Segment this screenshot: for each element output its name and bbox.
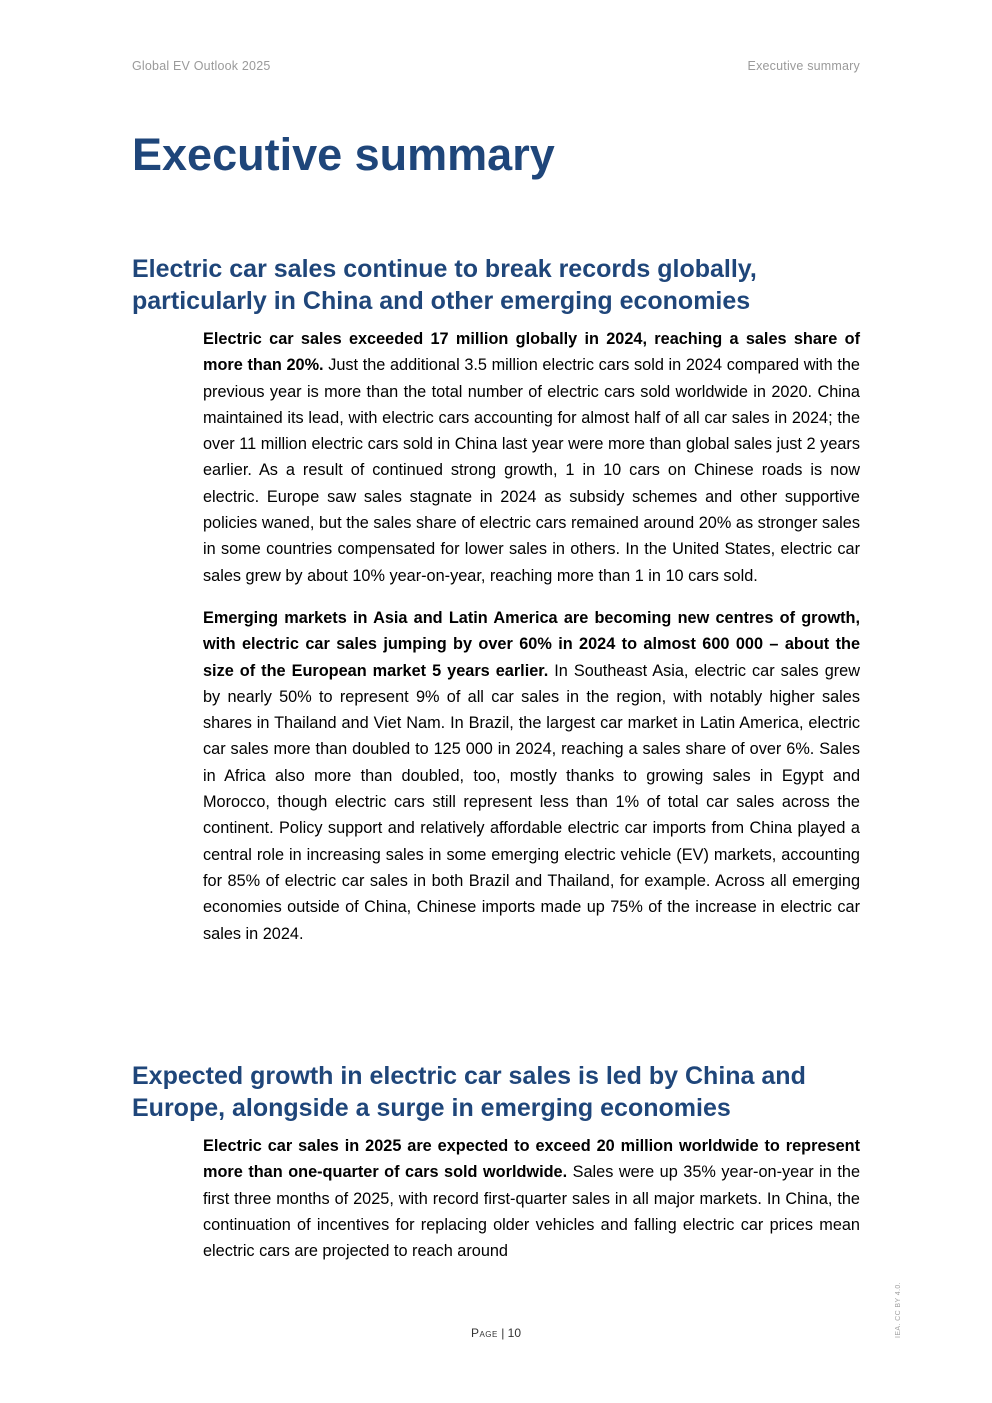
paragraph-text: In Southeast Asia, electric car sales grew by nearly 50% to represent 9% of all car sales in the region, with notably higher sales shares in Thailand and Viet Nam. In Brazil, the largest car market in Latin America, electric car sales more than doubled to 125 000 in 2024, reaching a sales share of over 6%. Sales in Africa also more than doubled, too, mostly thanks to growing sales in Egypt and Morocco, though electric cars still represent less than 1% of total car sales across the continent. Policy support and relatively affordable electric car imports from China played a central role in increasing sales in some emerging electric vehicle (EV) markets, accounting for 85% of electric car sales in both Brazil and Thailand, for example. Across all emerging economies outside of China, Chinese imports made up 75% of the increase in electric car sales in 2024. [203,661,860,943]
report-title: Global EV Outlook 2025 [132,59,271,73]
license-notice: IEA. CC BY 4.0. [895,1281,902,1338]
paragraph-emerging-markets [203,605,860,947]
page-label: Page [470,1326,498,1340]
section-heading-records: Electric car sales continue to break records globally, particularly in China and other emerging economies [132,255,757,315]
paragraph-text: Sales were up 35% year-on-year in the first three months of 2025, with record first-quarter sales in all major markets. In China, the continuation of incentives for replacing older vehicles and falling electric car prices mean electric cars are projected to reach around [203,1163,860,1261]
paragraph-text: Just the additional 3.5 million electric cars sold in 2024 compared with the previous year is more than the total number of electric cars sold worldwide in 2020. China maintained its lead, with electric cars accounting for almost half of all car sales in 2024; the over 11 million electric cars sold in China last year were more than global sales just 2 years earlier. As a result of continued strong growth, 1 in 10 cars on Chinese roads is now electric. Europe saw sales stagnate in 2024 as subsidy schemes and other supportive policies waned, but the sales share of electric cars remained around 20% as stronger sales in some countries compensated for lower sales in others. In the United States, electric car sales grew by about 10% year-on-year, reaching more than 1 in 10 cars sold. [203,356,860,585]
section-body-records [203,326,860,947]
section-body-expected-growth [203,1133,860,1266]
section-heading-expected-growth: Expected growth in electric car sales is led by China and Europe, alongside a surge in emerging economies [132,1062,806,1122]
page-footer [0,1326,992,1340]
paragraph-lead: Electric car sales exceeded 17 million globally in 2024, reaching a sales share of more than 20%. [203,330,860,375]
running-header [132,59,860,75]
paragraph-global-sales [203,326,860,589]
paragraph-lead: Electric car sales in 2025 are expected to exceed 20 million worldwide to represent more than one-quarter of cars sold worldwide. [203,1137,860,1182]
paragraph-lead: Emerging markets in Asia and Latin America are becoming new centres of growth, with electric car sales jumping by over 60% in 2024 to almost 600 000 – about the size of the European market 5 years earlier. [203,608,860,680]
page-number: 10 [507,1326,522,1340]
paragraph-2025-outlook [203,1133,860,1264]
chapter-name: Executive summary [747,59,860,73]
page-title: Executive summary [132,129,555,180]
page-separator: | [497,1326,508,1340]
